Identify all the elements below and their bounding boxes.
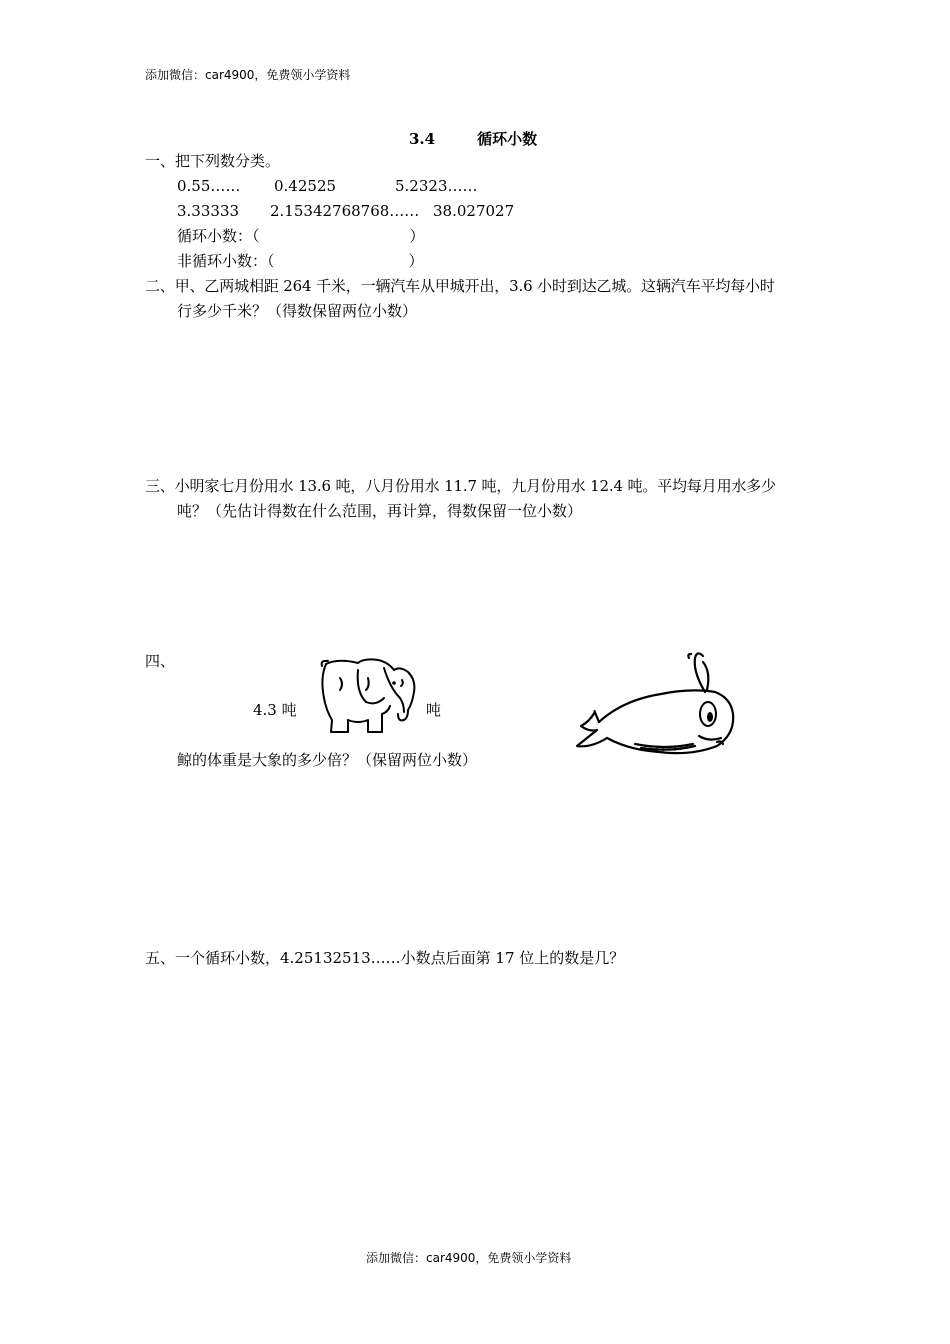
q1-number: 0.42525: [274, 177, 337, 195]
page-footer: 添加微信：car4900，免费领小学资料: [366, 1251, 572, 1265]
q1-prompt: 一、把下列数分类。: [145, 152, 281, 170]
elephant-illustration: [318, 658, 426, 736]
page-header: 添加微信：car4900，免费领小学资料: [145, 68, 351, 82]
section-title: [409, 128, 537, 149]
recurring-close: ）: [409, 227, 425, 245]
q1-number: 3.33333: [177, 202, 240, 220]
q4-question: 鲸的体重是大象的多少倍？（保留两位小数）: [177, 751, 478, 769]
q1-number: 0.55……: [177, 177, 241, 195]
whale-illustration: [575, 652, 737, 758]
elephant-weight: 4.3 吨: [253, 701, 297, 719]
q1-number: 2.15342768768……: [270, 202, 420, 220]
q2-line2: 行多少千米？（得数保留两位小数）: [177, 302, 418, 320]
q5-text: 五、一个循环小数，4.25132513……小数点后面第 17 位上的数是几？: [145, 949, 625, 967]
whale-weight-tail: 吨: [426, 701, 442, 719]
q1-number: 5.2323……: [395, 177, 478, 195]
recurring-label: 循环小数：（: [177, 227, 260, 245]
recurring-answer-line: [177, 224, 425, 249]
nonrecurring-answer-line: [177, 249, 424, 274]
q3-line2: 吨？（先估计得数在什么范围，再计算，得数保留一位小数）: [177, 502, 583, 520]
q4-label: 四、: [145, 652, 176, 670]
nonrecurring-label: 非循环小数：（: [177, 252, 275, 270]
q3-line1: 三、小明家七月份用水 13.6 吨，八月份用水 11.7 吨，九月份用水 12.4 吨。平均每月用水多少: [145, 477, 777, 495]
section-heading: 循环小数: [477, 130, 538, 148]
q1-number: 38.027027: [433, 202, 515, 220]
section-number: 3.4: [409, 130, 436, 148]
q2-line1: 二、甲、乙两城相距 264 千米，一辆汽车从甲城开出，3.6 小时到达乙城。这辆汽车平均每小时: [145, 277, 775, 295]
nonrecurring-close: ）: [408, 252, 424, 270]
